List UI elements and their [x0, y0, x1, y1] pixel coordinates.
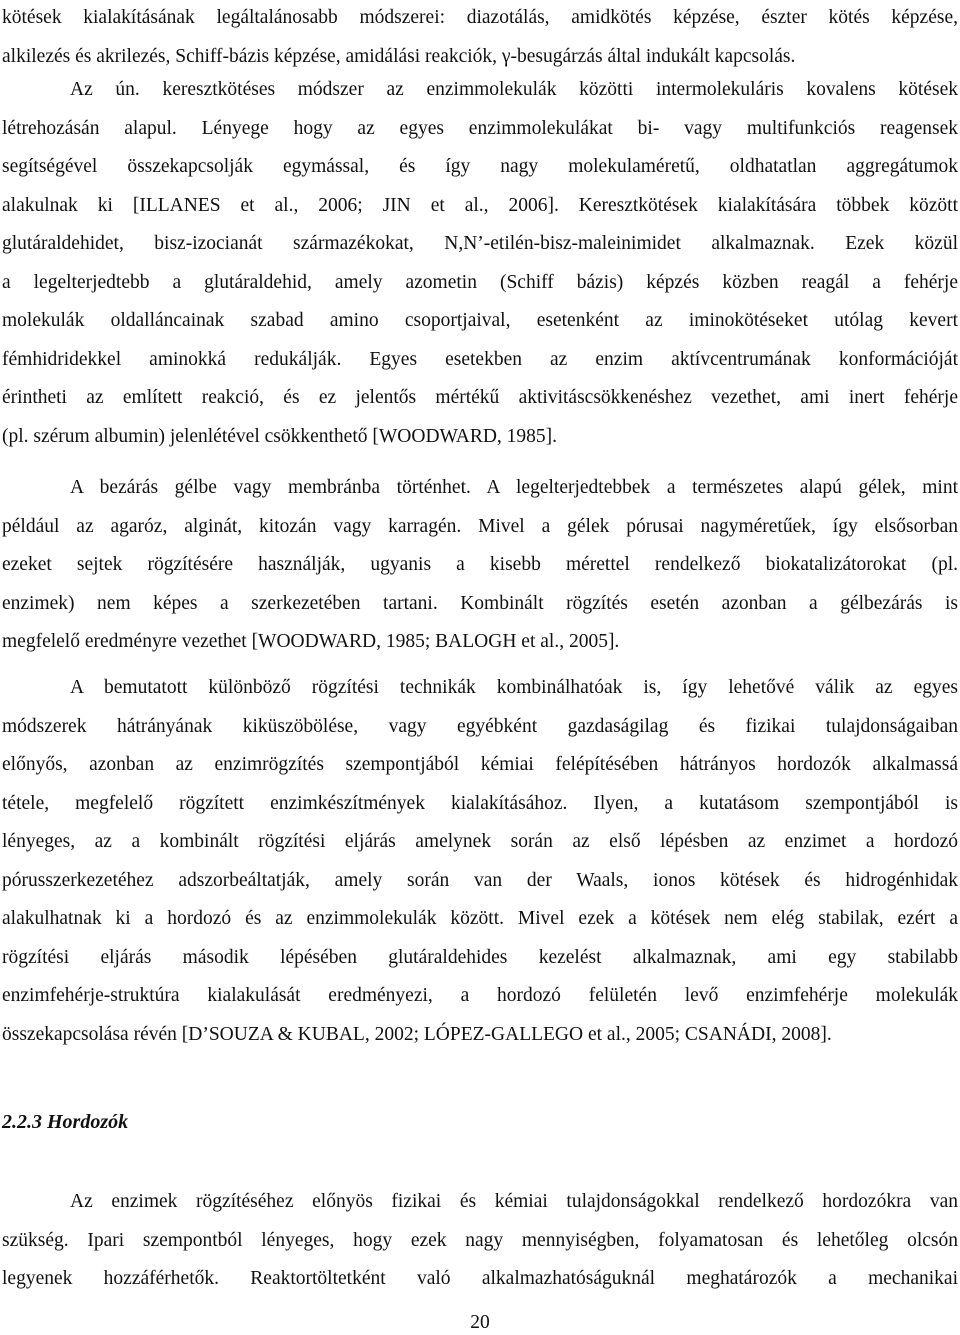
text-line: lényeges, az a kombinált rögzítési eljárás amelynek során az első lépésben az enzimet a hordozó [2, 831, 958, 852]
text-line: módszerek hátrányának kiküszöbölése, vagy egyébként gazdaságilag és fizikai tulajdonságaiban [2, 715, 958, 737]
text-line: pórusszerkezetéhez adszorbeáltatják, amely során van der Waals, ionos kötések és hidrogénhidak [2, 869, 958, 891]
section-heading: 2.2.3 Hordozók [2, 1111, 129, 1133]
text-line: például az agaróz, alginát, kitozán vagy karragén. Mivel a gélek pórusai nagyméretűek, így elsősorban [2, 515, 958, 537]
text-line: érintheti az említett reakció, és ez jelentős mértékű aktivitáscsökkenéshez vezethet, ami inert fehérje [2, 387, 958, 408]
text-line: alakulhatnak ki a hordozó és az enzimmolekulák között. Mivel ezek a kötések nem elég stabilak, ezért a [2, 908, 958, 929]
text-line: ezeket sejtek rögzítésére használják, ugyanis a kisebb mérettel rendelkező biokatalizátorokat (pl. [2, 554, 958, 575]
text-line: glutáraldehidet, bisz-izocianát származékokat, N,N’-etilén-bisz-maleinimidet alkalmaznak. Ezek közül [2, 233, 958, 254]
text-line: összekapcsolása révén [D’SOUZA & KUBAL, 2002; LÓPEZ-GALLEGO et al., 2005; CSANÁDI, 2008]. [2, 1023, 832, 1045]
paragraph-crosslinking [2, 71, 958, 456]
text-line: molekulák oldalláncainak szabad amino csoportjaival, esetenként az iminokötéseket utólag kevert [2, 310, 958, 331]
text-line: A bezárás gélbe vagy membránba történhet. A legelterjedtebbek a természetes alapú gélek, mint [70, 477, 958, 498]
text-line: létrehozásán alapul. Lényege hogy az egyes enzimmolekulákat bi- vagy multifunkciós reagensek [2, 117, 958, 139]
paragraph-entrapment [2, 469, 958, 662]
text-line: Az ún. keresztkötéses módszer az enzimmolekulák közötti intermolekuláris kovalens kötések [70, 79, 958, 100]
text-line: A bemutatott különböző rögzítési technikák kombinálhatóak is, így lehetővé válik az egyes [70, 677, 958, 698]
text-line: rögzítési eljárás második lépésében glutáraldehides kezelést alkalmaznak, ami egy stabilabb [2, 946, 958, 968]
paragraph-continuation [2, 0, 958, 76]
paragraph-carriers [2, 1183, 958, 1299]
text-line: (pl. szérum albumin) jelenlétével csökkenthető [WOODWARD, 1985]. [2, 425, 558, 447]
text-line: alakulnak ki [ILLANES et al., 2006; JIN et al., 2006]. Keresztkötések kialakítására többek között [2, 194, 958, 216]
paragraph-combined-techniques [2, 669, 958, 1054]
text-line: enzimfehérje-struktúra kialakulását eredményezi, a hordozó felületén levő enzimfehérje molekulák [2, 985, 958, 1006]
text-line: fémhidridekkel aminokká redukálják. Egyes esetekben az enzim aktívcentrumának konformációját [2, 348, 958, 370]
text-line: kötések kialakításának legáltalánosabb módszerei: diazotálás, amidkötés képzése, észter kötés képzése, [2, 7, 958, 28]
text-line: előnyős, azonban az enzimrögzítés szempontjából kémiai felépítésében hátrányos hordozók alkalmassá [2, 754, 958, 775]
text-line: szükség. Ipari szempontból lényeges, hogy ezek nagy mennyiségben, folyamatosan és lehetőleg olcsón [2, 1229, 958, 1251]
text-line: tétele, megfelelő rögzített enzimkészítmények kialakításához. Ilyen, a kutatásom szempontjából is [2, 792, 958, 814]
text-line: a legelterjedtebb a glutáraldehid, amely azometin (Schiff bázis) képzés közben reagál a fehérje [2, 271, 958, 293]
document-page [2, 0, 958, 1335]
text-line: megfelelő eredményre vezethet [WOODWARD, 1985; BALOGH et al., 2005]. [2, 631, 620, 652]
text-line: legyenek hozzáférhetők. Reaktortöltetként való alkalmazhatóságuknál meghatározók a mechanikai [2, 1268, 958, 1289]
text-line: segítségével összekapcsolják egymással, és így nagy molekulaméretű, oldhatatlan aggregátumok [2, 156, 958, 177]
text-line: alkilezés és akrilezés, Schiff-bázis képzése, amidálási reakciók, γ-besugárzás által indukált kapcsolás. [2, 45, 796, 67]
text-line: Az enzimek rögzítéséhez előnyös fizikai és kémiai tulajdonságokkal rendelkező hordozókra van [70, 1191, 958, 1212]
page-number: 20 [470, 1312, 490, 1333]
text-line: enzimek) nem képes a szerkezetében tartani. Kombinált rögzítés esetén azonban a gélbezárás is [2, 592, 958, 614]
